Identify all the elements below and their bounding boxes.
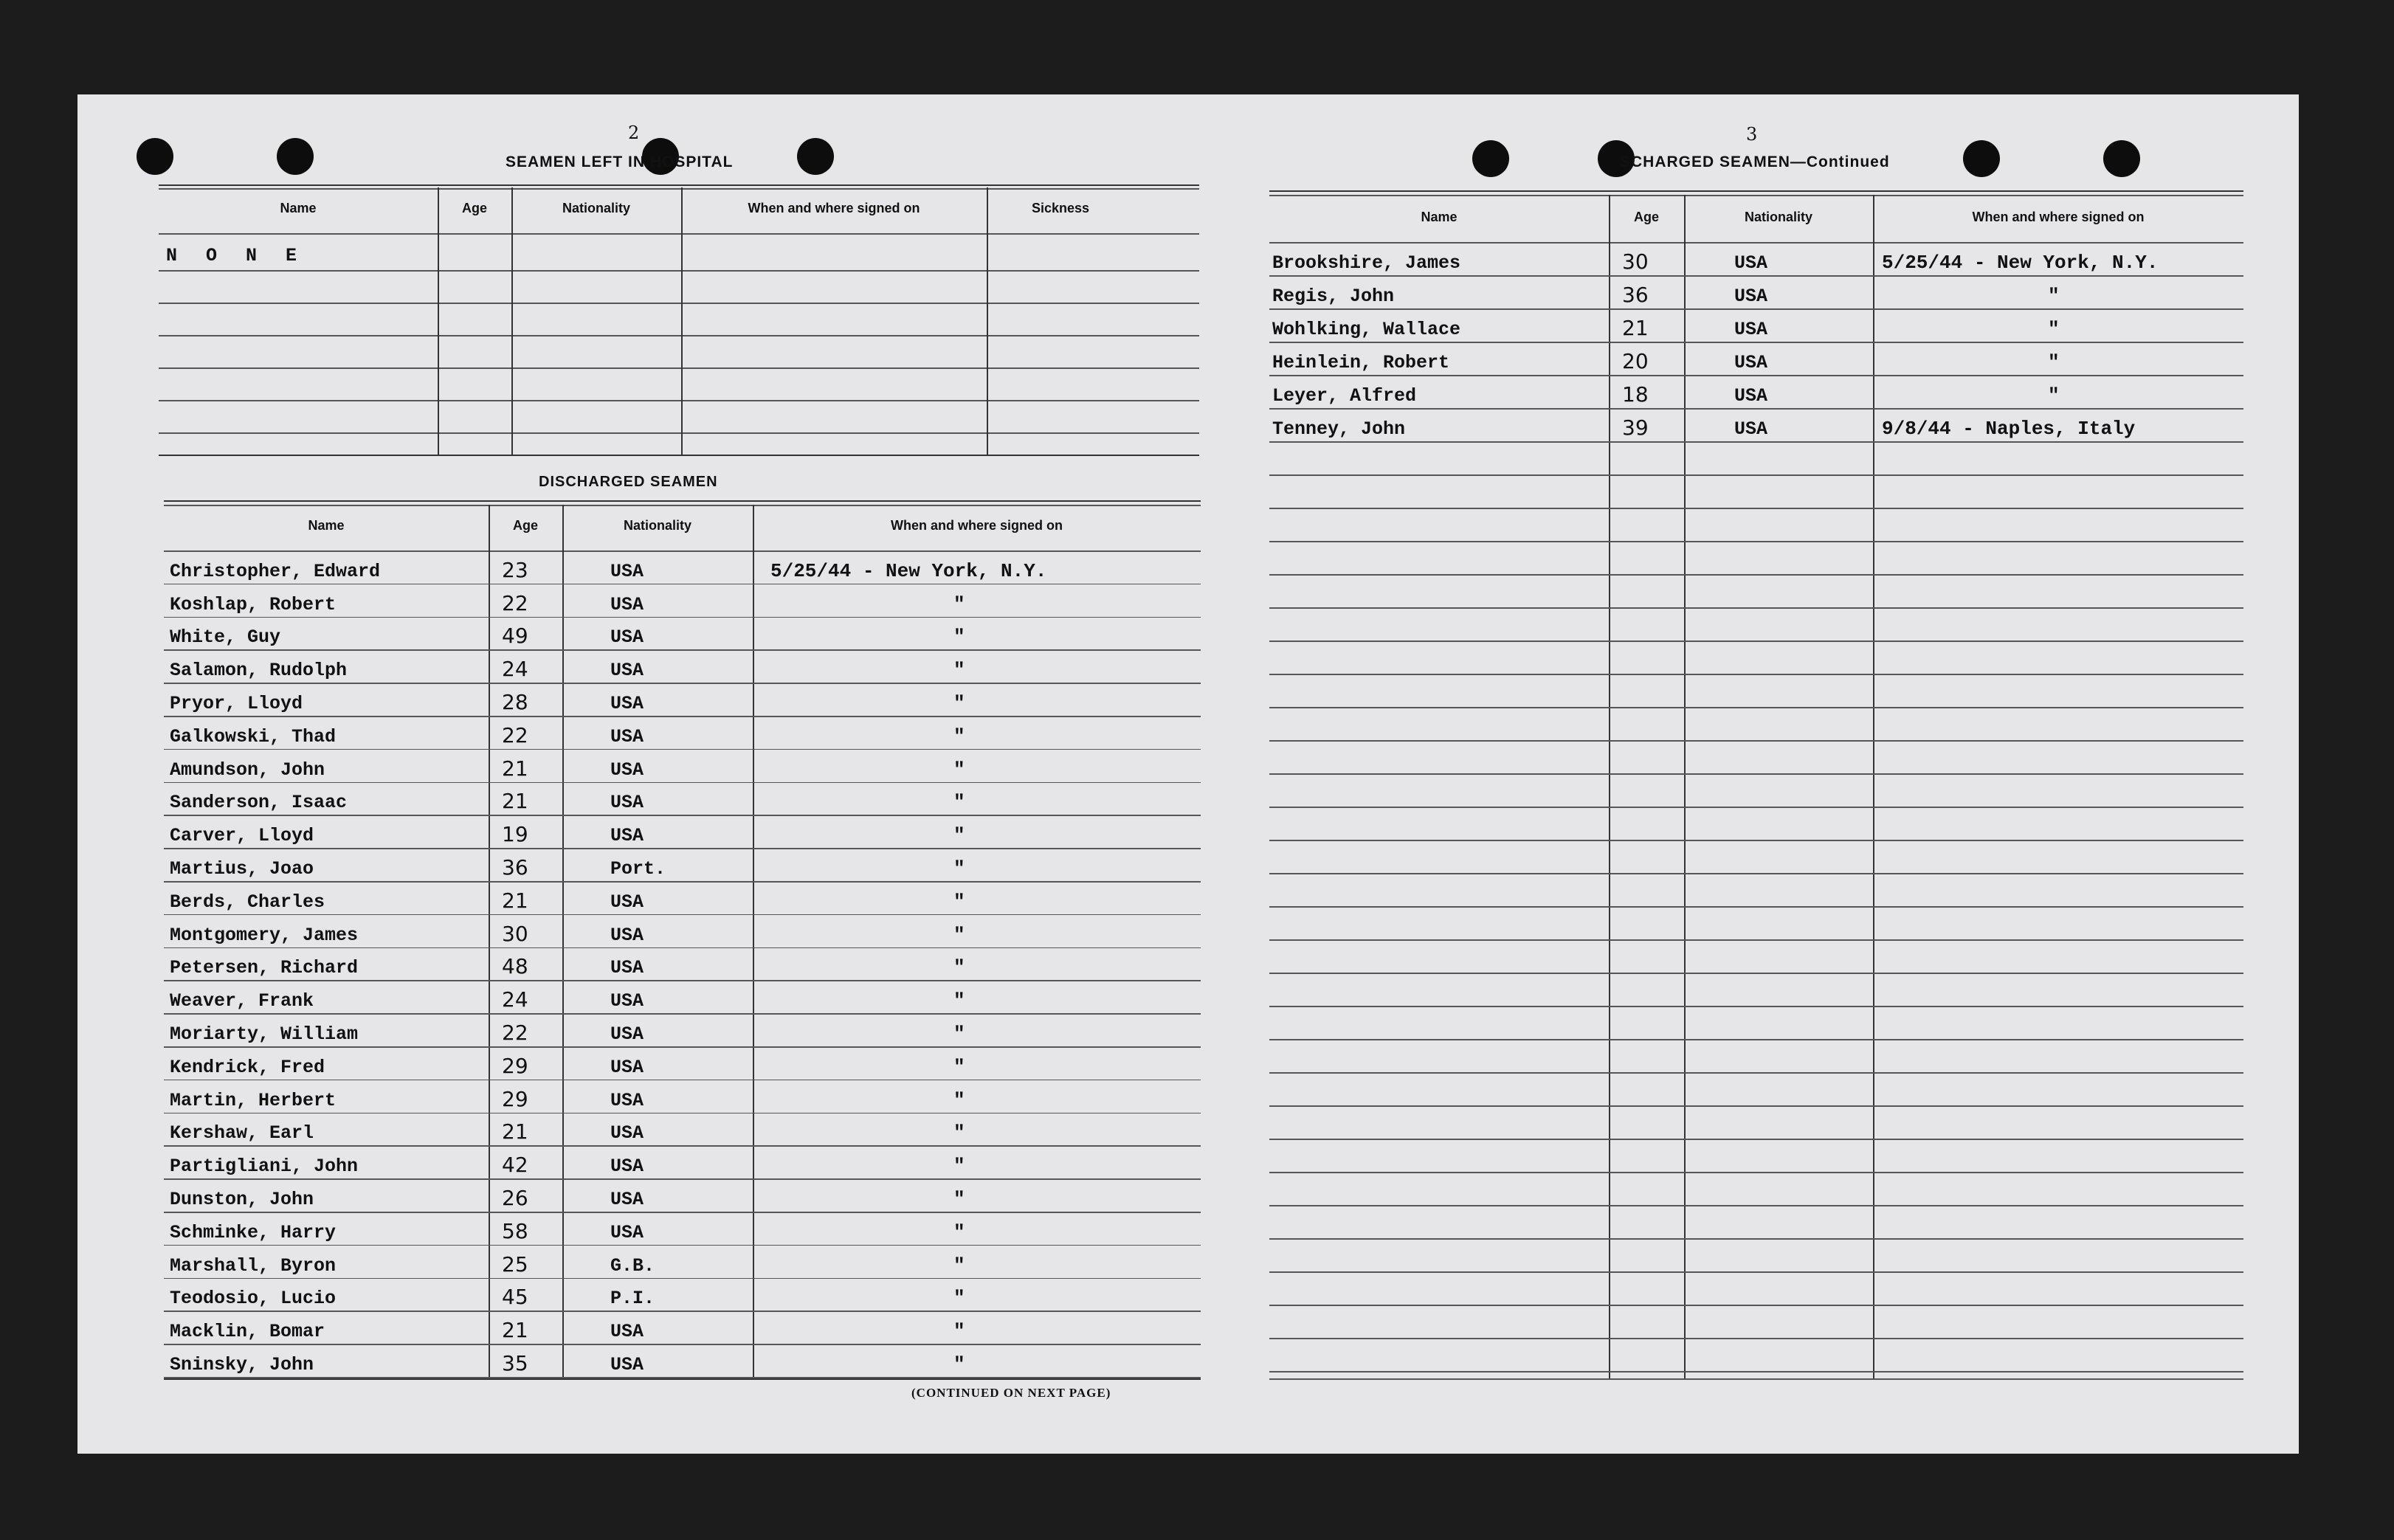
seaman-name: Regis, John — [1272, 286, 1395, 307]
seaman-name: Heinlein, Robert — [1272, 352, 1450, 373]
seaman-age: 22 — [502, 590, 528, 615]
signed-on: " — [2048, 318, 2060, 340]
signed-on: " — [953, 758, 965, 781]
signed-on: " — [953, 1022, 965, 1045]
seaman-age: 25 — [502, 1251, 528, 1277]
seaman-nationality: USA — [610, 1156, 644, 1178]
signed-on: " — [2048, 384, 2060, 407]
seaman-nationality: USA — [1734, 319, 1768, 340]
signed-on: " — [953, 890, 965, 913]
seaman-nationality: USA — [610, 626, 644, 649]
table-row — [164, 1344, 1201, 1377]
seaman-name: Teodosio, Lucio — [170, 1288, 337, 1310]
row-rule — [1269, 873, 2243, 874]
row-rule — [1269, 1039, 2243, 1040]
seaman-nationality: USA — [610, 1221, 644, 1243]
seaman-nationality: USA — [610, 825, 644, 847]
discharged-continued-rows — [1269, 242, 2243, 1371]
seaman-nationality: USA — [610, 792, 644, 814]
seaman-nationality: USA — [1734, 352, 1768, 373]
seaman-age: 35 — [502, 1350, 528, 1375]
seaman-age: 29 — [502, 1053, 528, 1078]
none-entry: N O N E — [166, 245, 306, 266]
seaman-age: 18 — [1622, 382, 1649, 407]
seaman-nationality: USA — [610, 692, 644, 714]
page-title: SEAMEN LEFT IN HOSPITAL — [506, 153, 734, 170]
signed-on: " — [953, 1287, 965, 1310]
seaman-name: Sninsky, John — [170, 1353, 314, 1375]
seaman-nationality: USA — [610, 1056, 644, 1078]
table-row — [164, 716, 1201, 749]
seaman-nationality: USA — [610, 759, 644, 781]
signed-on: 5/25/44 - New York, N.Y. — [770, 559, 1047, 582]
document-sheet — [77, 94, 2299, 1454]
row-rule — [1269, 441, 2243, 443]
seaman-age: 20 — [1622, 349, 1649, 373]
column-header: When and where signed on — [890, 518, 1063, 533]
row-rule — [1269, 1371, 2243, 1372]
seaman-age: 21 — [502, 1119, 528, 1144]
table-row — [164, 881, 1201, 914]
table-row — [1269, 275, 2243, 308]
column-header: Nationality — [1744, 210, 1812, 224]
page-number: 3 — [1746, 124, 1758, 145]
seaman-nationality: USA — [610, 1089, 644, 1111]
table-row — [164, 782, 1201, 815]
table-row — [164, 584, 1201, 617]
table-row — [164, 683, 1201, 716]
seaman-age: 21 — [502, 789, 528, 814]
seaman-name: Sanderson, Isaac — [170, 792, 348, 814]
seaman-nationality: P.I. — [610, 1288, 655, 1310]
row-rule — [1269, 707, 2243, 708]
row-rule — [1269, 1338, 2243, 1339]
column-header: Name — [1421, 210, 1458, 224]
signed-on: " — [953, 1353, 965, 1375]
signed-on: " — [953, 1055, 965, 1078]
table-row — [164, 815, 1201, 848]
signed-on: " — [953, 791, 965, 814]
signed-on: " — [953, 725, 965, 747]
table-row — [164, 1046, 1201, 1080]
column-header: Name — [280, 201, 317, 215]
seaman-age: 45 — [502, 1285, 528, 1310]
column-header: Age — [1633, 210, 1659, 224]
seaman-name: Partigliani, John — [170, 1156, 359, 1178]
signed-on: " — [953, 593, 965, 615]
row-rule — [1269, 1006, 2243, 1007]
row-rule — [1269, 640, 2243, 642]
seaman-nationality: USA — [610, 924, 644, 946]
seaman-nationality: USA — [610, 891, 644, 913]
seaman-nationality: USA — [610, 990, 644, 1012]
seaman-name: Tenney, John — [1272, 418, 1406, 440]
seaman-nationality: USA — [1734, 286, 1768, 307]
discharged-continued-table — [1269, 190, 2243, 1415]
seaman-nationality: USA — [610, 660, 644, 682]
seaman-age: 36 — [1622, 283, 1649, 307]
seaman-nationality: USA — [1734, 252, 1768, 274]
seaman-age: 29 — [502, 1086, 528, 1111]
row-rule — [1269, 607, 2243, 609]
seaman-nationality: USA — [610, 725, 644, 747]
seaman-age: 21 — [502, 1318, 528, 1343]
row-rule — [1269, 906, 2243, 908]
row-rule — [1269, 1271, 2243, 1273]
seaman-name: Marshall, Byron — [170, 1254, 337, 1277]
seaman-name: Amundson, John — [170, 759, 325, 781]
row-rule — [1269, 1172, 2243, 1173]
seaman-nationality: USA — [610, 560, 644, 582]
seaman-age: 21 — [502, 888, 528, 913]
seaman-nationality: USA — [610, 1321, 644, 1343]
signed-on: " — [953, 956, 965, 979]
seaman-age: 48 — [502, 954, 528, 979]
signed-on: " — [953, 1187, 965, 1210]
seaman-name: Wohlking, Wallace — [1272, 319, 1461, 340]
column-header: Name — [308, 518, 345, 533]
seaman-name: Montgomery, James — [170, 924, 359, 946]
page-title: SCHARGED SEAMEN—Continued — [1620, 153, 1890, 170]
signed-on: " — [953, 626, 965, 649]
column-header: When and where signed on — [748, 201, 920, 215]
seaman-name: Brookshire, James — [1272, 252, 1461, 274]
seaman-age: 21 — [1622, 316, 1649, 340]
seaman-name: Macklin, Bomar — [170, 1321, 325, 1343]
seaman-age: 30 — [1622, 249, 1649, 274]
table-row — [164, 1212, 1201, 1245]
punch-hole — [1963, 140, 2000, 177]
seaman-name: Koshlap, Robert — [170, 593, 337, 615]
signed-on: " — [953, 857, 965, 880]
table-row — [164, 947, 1201, 981]
page-number: 2 — [628, 122, 640, 143]
row-rule — [1269, 1072, 2243, 1074]
signed-on: " — [2048, 351, 2060, 373]
table-row — [164, 980, 1201, 1013]
row-rule — [1269, 740, 2243, 742]
table-row — [164, 749, 1201, 782]
seaman-name: White, Guy — [170, 626, 281, 649]
seaman-name: Pryor, Lloyd — [170, 692, 303, 714]
row-rule — [1269, 807, 2243, 808]
signed-on: " — [953, 990, 965, 1012]
table-row — [1269, 242, 2243, 275]
seaman-nationality: USA — [1734, 385, 1768, 407]
column-header: Nationality — [562, 201, 630, 215]
seaman-name: Weaver, Frank — [170, 990, 314, 1012]
row-rule — [1269, 674, 2243, 675]
seaman-name: Moriarty, William — [170, 1023, 359, 1045]
signed-on: " — [953, 1254, 965, 1277]
row-rule — [1269, 1105, 2243, 1107]
section-title: DISCHARGED SEAMEN — [539, 474, 718, 490]
row-rule — [1269, 773, 2243, 775]
seaman-age: 39 — [1622, 415, 1649, 440]
seaman-age: 19 — [502, 822, 528, 847]
table-row — [1269, 408, 2243, 441]
row-rule — [1269, 1205, 2243, 1206]
row-rule — [1269, 1305, 2243, 1306]
table-row — [1269, 342, 2243, 375]
punch-hole — [277, 138, 314, 175]
signed-on: " — [953, 1088, 965, 1111]
signed-on: " — [953, 824, 965, 847]
seaman-age: 49 — [502, 624, 528, 649]
column-header: Age — [512, 518, 538, 533]
punch-hole — [1472, 140, 1509, 177]
seaman-name: Berds, Charles — [170, 891, 325, 913]
column-header: Nationality — [623, 518, 691, 533]
table-row — [1269, 308, 2243, 342]
column-header: When and where signed on — [1972, 210, 2145, 224]
continued-note: (CONTINUED ON NEXT PAGE) — [911, 1386, 1111, 1400]
seaman-nationality: USA — [610, 593, 644, 615]
seaman-name: Schminke, Harry — [170, 1221, 337, 1243]
seaman-age: 23 — [502, 557, 528, 582]
seaman-age: 21 — [502, 756, 528, 781]
seaman-age: 24 — [502, 657, 528, 682]
row-rule — [1269, 939, 2243, 941]
row-rule — [1269, 1139, 2243, 1140]
seaman-name: Christopher, Edward — [170, 560, 381, 582]
seaman-name: Carver, Lloyd — [170, 825, 314, 847]
column-header: Age — [461, 201, 487, 215]
row-rule — [1269, 508, 2243, 509]
table-row — [164, 848, 1201, 881]
seaman-age: 24 — [502, 987, 528, 1012]
seaman-name: Kershaw, Earl — [170, 1122, 314, 1144]
table-row — [164, 1013, 1201, 1046]
table-row — [164, 1113, 1201, 1146]
hospital-table — [159, 184, 1199, 552]
row-rule — [1269, 973, 2243, 974]
seaman-name: Martius, Joao — [170, 857, 314, 880]
seaman-nationality: USA — [610, 957, 644, 979]
table-row — [164, 617, 1201, 650]
seaman-name: Salamon, Rudolph — [170, 660, 348, 682]
table-row — [164, 1311, 1201, 1344]
punch-hole — [2103, 140, 2140, 177]
signed-on: " — [953, 691, 965, 714]
row-rule — [1269, 574, 2243, 576]
row-rule — [1269, 840, 2243, 841]
signed-on: " — [953, 1155, 965, 1178]
punch-hole — [137, 138, 173, 175]
seaman-age: 22 — [502, 1020, 528, 1045]
seaman-age: 26 — [502, 1185, 528, 1210]
seaman-name: Petersen, Richard — [170, 957, 359, 979]
table-row — [164, 649, 1201, 683]
table-row — [164, 1178, 1201, 1212]
table-row — [164, 1245, 1201, 1278]
seaman-name: Kendrick, Fred — [170, 1056, 325, 1078]
seaman-nationality: Port. — [610, 857, 666, 880]
seaman-name: Dunston, John — [170, 1188, 314, 1210]
table-row — [164, 550, 1201, 584]
seaman-nationality: USA — [610, 1353, 644, 1375]
table-row — [164, 1145, 1201, 1178]
signed-on: " — [953, 923, 965, 946]
seaman-nationality: USA — [610, 1188, 644, 1210]
seaman-name: Leyer, Alfred — [1272, 385, 1417, 407]
signed-on: 9/8/44 - Naples, Italy — [1882, 418, 2136, 440]
table-row — [164, 914, 1201, 947]
seaman-age: 22 — [502, 722, 528, 747]
seaman-name: Martin, Herbert — [170, 1089, 337, 1111]
discharged-table — [164, 500, 1201, 1386]
seaman-nationality: USA — [610, 1122, 644, 1144]
seaman-nationality: USA — [610, 1023, 644, 1045]
row-rule — [1269, 474, 2243, 476]
signed-on: " — [2048, 285, 2060, 307]
row-rule — [1269, 541, 2243, 542]
seaman-age: 36 — [502, 854, 528, 880]
signed-on: " — [953, 1220, 965, 1243]
row-rule — [1269, 1238, 2243, 1240]
signed-on: " — [953, 1122, 965, 1144]
signed-on: " — [953, 659, 965, 682]
seaman-nationality: G.B. — [610, 1254, 655, 1277]
discharged-rows — [164, 550, 1201, 1378]
seaman-nationality: USA — [1734, 418, 1768, 440]
seaman-age: 30 — [502, 921, 528, 946]
row-rule — [164, 1377, 1201, 1378]
seaman-age: 58 — [502, 1218, 528, 1243]
signed-on: " — [953, 1320, 965, 1343]
table-row — [164, 1278, 1201, 1311]
column-header: Sickness — [1031, 201, 1090, 215]
table-row — [164, 1080, 1201, 1113]
table-row — [1269, 375, 2243, 408]
seaman-age: 28 — [502, 689, 528, 714]
seaman-age: 42 — [502, 1153, 528, 1178]
seaman-name: Galkowski, Thad — [170, 725, 337, 747]
signed-on: 5/25/44 - New York, N.Y. — [1882, 252, 2159, 274]
punch-hole — [797, 138, 834, 175]
